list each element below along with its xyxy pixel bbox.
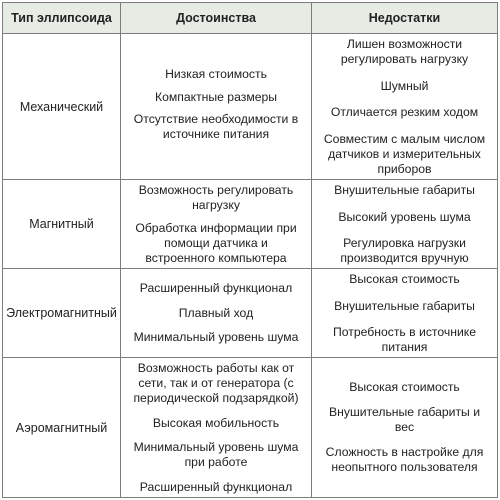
cons-item: Лишен возможности регулировать нагрузку <box>340 37 469 66</box>
pros-item: Высокая мобильность <box>152 415 280 430</box>
row-pros <box>121 358 312 497</box>
row-type: Электромагнитный <box>3 269 121 358</box>
pros-item: Расширенный функционал <box>139 280 293 295</box>
row-type: Магнитный <box>3 180 121 269</box>
cons-item: Высокий уровень шума <box>338 209 471 224</box>
row-cons <box>312 358 497 497</box>
row-pros <box>121 180 312 269</box>
row-cons <box>312 180 497 269</box>
cons-item: Внушительные габариты и вес <box>328 405 481 434</box>
cons-item: Внушительные габариты <box>334 183 475 197</box>
cons-item: Внушительные габариты <box>334 298 475 313</box>
pros-item: Низкая стоимость <box>165 67 267 82</box>
row-cons <box>312 34 497 180</box>
row-pros <box>121 269 312 358</box>
row-type: Механический <box>3 34 121 180</box>
pros-item: Отсутствие необходимости в источнике питания <box>133 111 299 141</box>
header-type: Тип эллипсоида <box>3 3 121 34</box>
pros-item: Компактные размеры <box>154 89 278 104</box>
pros-item: Плавный ход <box>178 305 254 320</box>
cons-item: Совместим с малым числом датчиков и измерительных приборов <box>323 131 486 176</box>
pros-item: Возможность работы как от сети, так и от генератора (с периодической подзарядкой) <box>133 361 299 405</box>
cons-item: Высокая стоимость <box>349 272 460 286</box>
pros-item: Расширенный функционал <box>139 479 293 494</box>
pros-item: Возможность регулировать нагрузку <box>138 183 294 212</box>
header-pros: Достоинства <box>121 3 312 34</box>
row-pros <box>121 34 312 180</box>
cons-item: Отличается резким ходом <box>330 105 479 120</box>
cons-item: Потребность в источнике питания <box>332 325 477 354</box>
cons-item: Сложность в настройке для неопытного пользователя <box>325 445 484 474</box>
comparison-table <box>2 2 498 498</box>
header-cons: Недостатки <box>312 3 497 34</box>
cons-item: Регулировка нагрузки производится вручную <box>340 236 469 265</box>
pros-item: Минимальный уровень шума <box>133 330 299 345</box>
row-type: Аэромагнитный <box>3 358 121 497</box>
cons-item: Высокая стоимость <box>349 380 460 394</box>
pros-item: Минимальный уровень шума при работе <box>133 440 299 470</box>
cons-item: Шумный <box>380 78 429 93</box>
row-cons <box>312 269 497 358</box>
pros-item: Обработка информации при помощи датчика и встроенного компьютера <box>135 221 297 265</box>
